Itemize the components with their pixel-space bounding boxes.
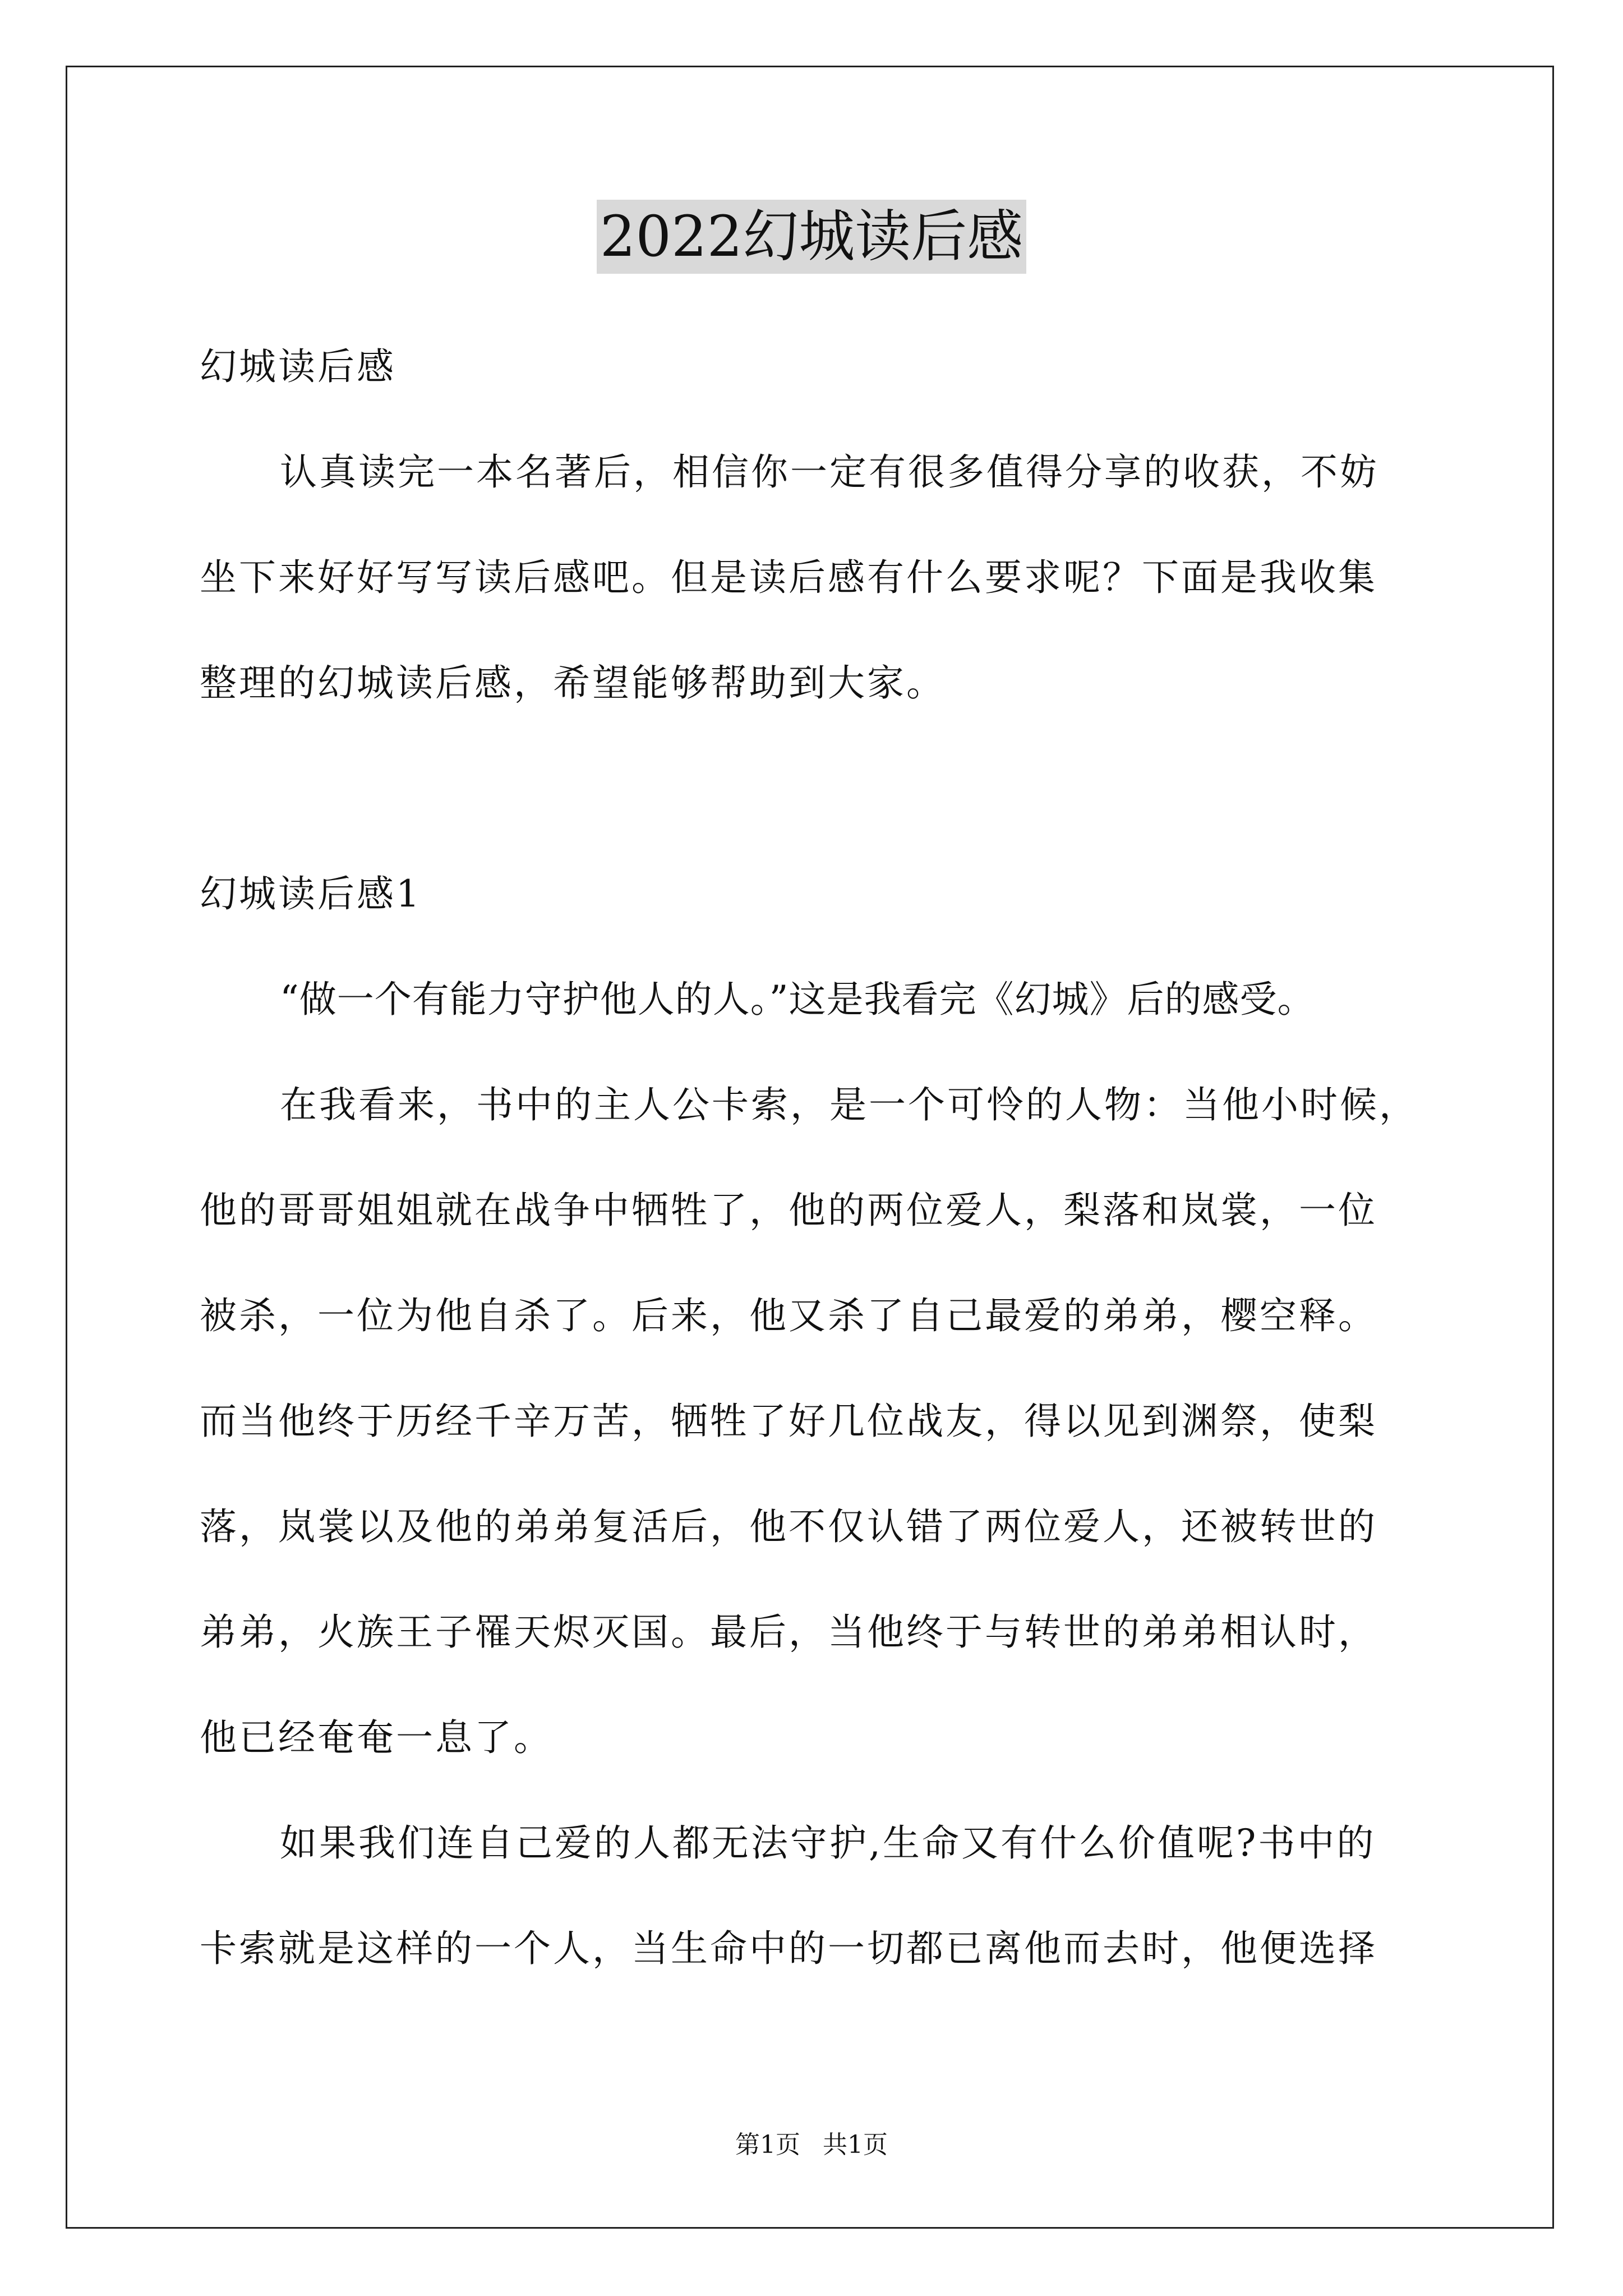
section-heading: 幻城读后感1 (200, 872, 422, 915)
paragraph-line: 如果我们连自己爱的人都无法守护,生命又有什么价值呢?书中的 (280, 1821, 1376, 1865)
blank-line (200, 736, 1456, 841)
paragraph-line: 落，岚裳以及他的弟弟复活后，他不仅认错了两位爱人，还被转世的 (200, 1505, 1377, 1548)
subtitle: 幻城读后感 (200, 345, 396, 388)
paragraph-line: 他已经奄奄一息了。 (200, 1716, 553, 1759)
page-footer (0, 2128, 1623, 2162)
intro-line: 坐下来好好写写读后感吧。但是读后感有什么要求呢？下面是我收集 (200, 556, 1377, 599)
paragraph-line: 弟弟，火族王子罹天烬灭国。最后，当他终于与转世的弟弟相认时， (200, 1611, 1377, 1654)
page-number: 第1页 (735, 2131, 800, 2159)
intro-line: 认真读完一本名著后，相信你一定有很多值得分享的收获，不妨 (280, 450, 1379, 494)
paragraph-line: “做一个有能力守护他人的人。”这是我看完《幻城》后的感受。 (280, 978, 1315, 1021)
document-title: 2022幻城读后感 (597, 200, 1027, 274)
document-body (200, 314, 1456, 2001)
title-area (0, 200, 1623, 274)
intro-line: 整理的幻城读后感，希望能够帮助到大家。 (200, 661, 946, 705)
paragraph-line: 他的哥哥姐姐就在战争中牺牲了，他的两位爱人，梨落和岚裳，一位 (200, 1189, 1377, 1232)
paragraph-line: 卡索就是这样的一个人，当生命中的一切都已离他而去时，他便选择 (200, 1927, 1377, 1970)
paragraph-line: 而当他终于历经千辛万苦，牺牲了好几位战友，得以见到渊祭，使梨 (200, 1400, 1377, 1443)
paragraph-line: 被杀，一位为他自杀了。后来，他又杀了自己最爱的弟弟，樱空释。 (200, 1294, 1377, 1337)
page-total: 共1页 (823, 2131, 888, 2159)
paragraph-line: 在我看来，书中的主人公卡索，是一个可怜的人物：当他小时候， (280, 1083, 1418, 1126)
